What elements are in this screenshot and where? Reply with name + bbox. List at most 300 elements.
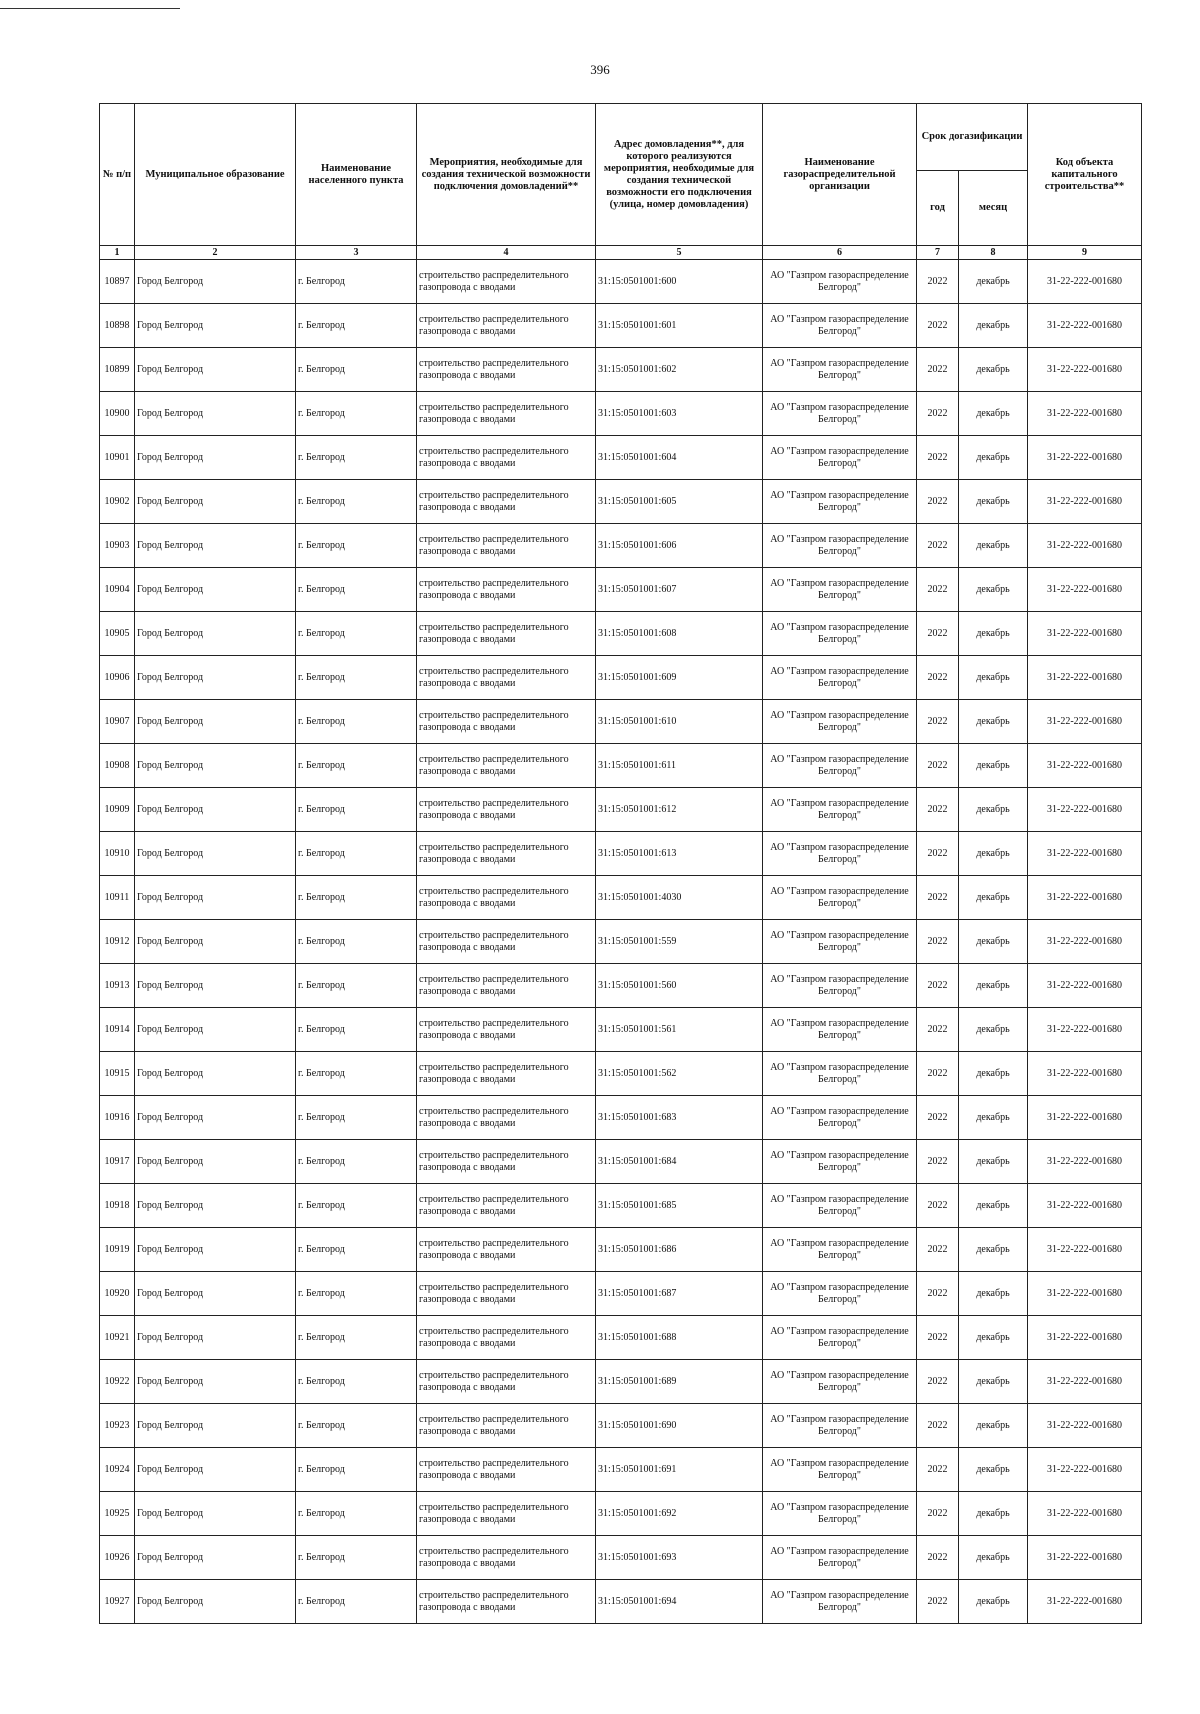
table-row: [100, 1272, 1142, 1316]
cell-municipality: Город Белгород: [135, 1052, 296, 1096]
cell-year: 2022: [917, 964, 959, 1008]
cell-address: 31:15:0501001:693: [596, 1536, 763, 1580]
cell-code: 31-22-222-001680: [1028, 1360, 1142, 1404]
cell-municipality: Город Белгород: [135, 1272, 296, 1316]
cell-month: декабрь: [959, 524, 1028, 568]
header-address: Адрес домовладения**, для которого реализуются мероприятия, необходимые для создания технической возможности его подключения (улица, номер домовладения): [596, 104, 763, 246]
cell-measure: строительство распределительного газопровода с вводами: [417, 304, 596, 348]
table-row: [100, 392, 1142, 436]
cell-settlement: г. Белгород: [296, 1492, 417, 1536]
page-number: 396: [590, 62, 610, 77]
cell-measure: строительство распределительного газопровода с вводами: [417, 480, 596, 524]
header-code: Код объекта капитального строительства**: [1028, 104, 1142, 246]
cell-year: 2022: [917, 304, 959, 348]
cell-year: 2022: [917, 876, 959, 920]
cell-municipality: Город Белгород: [135, 1492, 296, 1536]
cell-organization: АО "Газпром газораспределение Белгород": [763, 656, 917, 700]
cell-month: декабрь: [959, 1052, 1028, 1096]
cell-code: 31-22-222-001680: [1028, 348, 1142, 392]
cell-measure: строительство распределительного газопровода с вводами: [417, 1272, 596, 1316]
cell-month: декабрь: [959, 1272, 1028, 1316]
cell-municipality: Город Белгород: [135, 612, 296, 656]
cell-municipality: Город Белгород: [135, 1096, 296, 1140]
cell-month: декабрь: [959, 1536, 1028, 1580]
cell-organization: АО "Газпром газораспределение Белгород": [763, 832, 917, 876]
table-row: [100, 304, 1142, 348]
cell-year: 2022: [917, 920, 959, 964]
cell-code: 31-22-222-001680: [1028, 1492, 1142, 1536]
cell-settlement: г. Белгород: [296, 1140, 417, 1184]
table-row: [100, 1140, 1142, 1184]
cell-num: 10911: [100, 876, 135, 920]
cell-month: декабрь: [959, 1008, 1028, 1052]
cell-municipality: Город Белгород: [135, 1448, 296, 1492]
table-row: [100, 920, 1142, 964]
cell-year: 2022: [917, 1404, 959, 1448]
cell-settlement: г. Белгород: [296, 480, 417, 524]
cell-measure: строительство распределительного газопровода с вводами: [417, 1184, 596, 1228]
table-row: [100, 700, 1142, 744]
cell-num: 10899: [100, 348, 135, 392]
table-row: [100, 524, 1142, 568]
cell-settlement: г. Белгород: [296, 1228, 417, 1272]
header-settlement: Наименование населенного пункта: [296, 104, 417, 246]
table-row: [100, 1316, 1142, 1360]
cell-settlement: г. Белгород: [296, 568, 417, 612]
cell-month: декабрь: [959, 1580, 1028, 1624]
cell-year: 2022: [917, 1096, 959, 1140]
cell-municipality: Город Белгород: [135, 304, 296, 348]
cell-num: 10922: [100, 1360, 135, 1404]
cell-address: 31:15:0501001:605: [596, 480, 763, 524]
column-number: 3: [296, 246, 417, 260]
cell-month: декабрь: [959, 392, 1028, 436]
cell-organization: АО "Газпром газораспределение Белгород": [763, 964, 917, 1008]
cell-measure: строительство распределительного газопровода с вводами: [417, 964, 596, 1008]
cell-num: 10902: [100, 480, 135, 524]
cell-year: 2022: [917, 1492, 959, 1536]
cell-settlement: г. Белгород: [296, 348, 417, 392]
table-row: [100, 1008, 1142, 1052]
cell-measure: строительство распределительного газопровода с вводами: [417, 436, 596, 480]
cell-year: 2022: [917, 524, 959, 568]
cell-organization: АО "Газпром газораспределение Белгород": [763, 1492, 917, 1536]
cell-num: 10912: [100, 920, 135, 964]
cell-month: декабрь: [959, 744, 1028, 788]
cell-settlement: г. Белгород: [296, 964, 417, 1008]
column-number: 6: [763, 246, 917, 260]
cell-measure: строительство распределительного газопровода с вводами: [417, 744, 596, 788]
cell-month: декабрь: [959, 480, 1028, 524]
cell-num: 10909: [100, 788, 135, 832]
cell-month: декабрь: [959, 700, 1028, 744]
cell-measure: строительство распределительного газопровода с вводами: [417, 1316, 596, 1360]
cell-address: 31:15:0501001:608: [596, 612, 763, 656]
cell-num: 10906: [100, 656, 135, 700]
cell-code: 31-22-222-001680: [1028, 392, 1142, 436]
cell-organization: АО "Газпром газораспределение Белгород": [763, 1052, 917, 1096]
cell-code: 31-22-222-001680: [1028, 744, 1142, 788]
cell-num: 10925: [100, 1492, 135, 1536]
cell-num: 10920: [100, 1272, 135, 1316]
cell-month: декабрь: [959, 1448, 1028, 1492]
cell-settlement: г. Белгород: [296, 1580, 417, 1624]
cell-address: 31:15:0501001:687: [596, 1272, 763, 1316]
cell-month: декабрь: [959, 656, 1028, 700]
header-month: месяц: [959, 171, 1028, 246]
cell-municipality: Город Белгород: [135, 1184, 296, 1228]
cell-municipality: Город Белгород: [135, 920, 296, 964]
cell-measure: строительство распределительного газопровода с вводами: [417, 920, 596, 964]
cell-year: 2022: [917, 392, 959, 436]
cell-num: 10907: [100, 700, 135, 744]
cell-settlement: г. Белгород: [296, 1008, 417, 1052]
cell-settlement: г. Белгород: [296, 700, 417, 744]
cell-address: 31:15:0501001:559: [596, 920, 763, 964]
cell-municipality: Город Белгород: [135, 700, 296, 744]
cell-address: 31:15:0501001:562: [596, 1052, 763, 1096]
cell-measure: строительство распределительного газопровода с вводами: [417, 1096, 596, 1140]
cell-month: декабрь: [959, 568, 1028, 612]
header-row: [100, 104, 1142, 171]
table-row: [100, 832, 1142, 876]
cell-address: 31:15:0501001:603: [596, 392, 763, 436]
table-row: [100, 260, 1142, 304]
cell-measure: строительство распределительного газопровода с вводами: [417, 1492, 596, 1536]
cell-year: 2022: [917, 1448, 959, 1492]
cell-settlement: г. Белгород: [296, 1184, 417, 1228]
cell-address: 31:15:0501001:561: [596, 1008, 763, 1052]
cell-measure: строительство распределительного газопровода с вводами: [417, 832, 596, 876]
cell-measure: строительство распределительного газопровода с вводами: [417, 1580, 596, 1624]
cell-month: декабрь: [959, 1096, 1028, 1140]
cell-settlement: г. Белгород: [296, 1316, 417, 1360]
cell-year: 2022: [917, 568, 959, 612]
cell-address: 31:15:0501001:613: [596, 832, 763, 876]
cell-measure: строительство распределительного газопровода с вводами: [417, 1536, 596, 1580]
cell-municipality: Город Белгород: [135, 876, 296, 920]
cell-month: декабрь: [959, 260, 1028, 304]
cell-num: 10915: [100, 1052, 135, 1096]
cell-municipality: Город Белгород: [135, 260, 296, 304]
table-row: [100, 1580, 1142, 1624]
cell-num: 10918: [100, 1184, 135, 1228]
cell-settlement: г. Белгород: [296, 436, 417, 480]
cell-organization: АО "Газпром газораспределение Белгород": [763, 1272, 917, 1316]
cell-code: 31-22-222-001680: [1028, 788, 1142, 832]
header-municipality: Муниципальное образование: [135, 104, 296, 246]
cell-address: 31:15:0501001:604: [596, 436, 763, 480]
cell-organization: АО "Газпром газораспределение Белгород": [763, 392, 917, 436]
table-row: [100, 480, 1142, 524]
cell-num: 10923: [100, 1404, 135, 1448]
cell-code: 31-22-222-001680: [1028, 1096, 1142, 1140]
cell-municipality: Город Белгород: [135, 744, 296, 788]
cell-code: 31-22-222-001680: [1028, 304, 1142, 348]
cell-num: 10900: [100, 392, 135, 436]
cell-num: 10897: [100, 260, 135, 304]
cell-address: 31:15:0501001:684: [596, 1140, 763, 1184]
cell-municipality: Город Белгород: [135, 832, 296, 876]
cell-address: 31:15:0501001:610: [596, 700, 763, 744]
cell-year: 2022: [917, 1360, 959, 1404]
cell-year: 2022: [917, 480, 959, 524]
cell-month: декабрь: [959, 876, 1028, 920]
cell-num: 10901: [100, 436, 135, 480]
cell-address: 31:15:0501001:600: [596, 260, 763, 304]
column-number-row: [100, 246, 1142, 260]
cell-settlement: г. Белгород: [296, 832, 417, 876]
cell-num: 10910: [100, 832, 135, 876]
cell-code: 31-22-222-001680: [1028, 1536, 1142, 1580]
cell-settlement: г. Белгород: [296, 656, 417, 700]
cell-code: 31-22-222-001680: [1028, 700, 1142, 744]
column-number: 4: [417, 246, 596, 260]
cell-code: 31-22-222-001680: [1028, 1580, 1142, 1624]
cell-organization: АО "Газпром газораспределение Белгород": [763, 744, 917, 788]
cell-address: 31:15:0501001:560: [596, 964, 763, 1008]
cell-num: 10917: [100, 1140, 135, 1184]
cell-municipality: Город Белгород: [135, 1228, 296, 1272]
cell-code: 31-22-222-001680: [1028, 568, 1142, 612]
cell-organization: АО "Газпром газораспределение Белгород": [763, 436, 917, 480]
cell-measure: строительство распределительного газопровода с вводами: [417, 1360, 596, 1404]
cell-year: 2022: [917, 1228, 959, 1272]
header-year: год: [917, 171, 959, 246]
cell-municipality: Город Белгород: [135, 656, 296, 700]
cell-address: 31:15:0501001:612: [596, 788, 763, 832]
table-row: [100, 1228, 1142, 1272]
cell-month: декабрь: [959, 1316, 1028, 1360]
cell-year: 2022: [917, 260, 959, 304]
cell-year: 2022: [917, 348, 959, 392]
cell-code: 31-22-222-001680: [1028, 832, 1142, 876]
cell-measure: строительство распределительного газопровода с вводами: [417, 788, 596, 832]
cell-settlement: г. Белгород: [296, 612, 417, 656]
cell-organization: АО "Газпром газораспределение Белгород": [763, 1008, 917, 1052]
cell-month: декабрь: [959, 1228, 1028, 1272]
cell-month: декабрь: [959, 964, 1028, 1008]
cell-address: 31:15:0501001:611: [596, 744, 763, 788]
cell-year: 2022: [917, 700, 959, 744]
cell-month: декабрь: [959, 832, 1028, 876]
cell-measure: строительство распределительного газопровода с вводами: [417, 612, 596, 656]
table-row: [100, 568, 1142, 612]
cell-address: 31:15:0501001:683: [596, 1096, 763, 1140]
cell-code: 31-22-222-001680: [1028, 480, 1142, 524]
cell-code: 31-22-222-001680: [1028, 1140, 1142, 1184]
table-row: [100, 1448, 1142, 1492]
cell-month: декабрь: [959, 1360, 1028, 1404]
cell-municipality: Город Белгород: [135, 1404, 296, 1448]
cell-month: декабрь: [959, 1404, 1028, 1448]
cell-settlement: г. Белгород: [296, 1360, 417, 1404]
cell-organization: АО "Газпром газораспределение Белгород": [763, 1228, 917, 1272]
cell-organization: АО "Газпром газораспределение Белгород": [763, 788, 917, 832]
cell-address: 31:15:0501001:609: [596, 656, 763, 700]
cell-year: 2022: [917, 1008, 959, 1052]
cell-num: 10924: [100, 1448, 135, 1492]
cell-code: 31-22-222-001680: [1028, 612, 1142, 656]
cell-month: декабрь: [959, 788, 1028, 832]
cell-settlement: г. Белгород: [296, 1096, 417, 1140]
cell-code: 31-22-222-001680: [1028, 656, 1142, 700]
column-number: 7: [917, 246, 959, 260]
cell-organization: АО "Газпром газораспределение Белгород": [763, 348, 917, 392]
cell-organization: АО "Газпром газораспределение Белгород": [763, 1536, 917, 1580]
cell-settlement: г. Белгород: [296, 304, 417, 348]
table-row: [100, 876, 1142, 920]
cell-num: 10927: [100, 1580, 135, 1624]
column-number: 9: [1028, 246, 1142, 260]
cell-measure: строительство распределительного газопровода с вводами: [417, 524, 596, 568]
table-row: [100, 1404, 1142, 1448]
cell-code: 31-22-222-001680: [1028, 260, 1142, 304]
gasification-table: [99, 103, 1142, 1624]
cell-address: 31:15:0501001:4030: [596, 876, 763, 920]
cell-settlement: г. Белгород: [296, 920, 417, 964]
column-number: 2: [135, 246, 296, 260]
header-measures: Мероприятия, необходимые для создания технической возможности подключения домовладений**: [417, 104, 596, 246]
table-row: [100, 656, 1142, 700]
column-number: 5: [596, 246, 763, 260]
cell-address: 31:15:0501001:694: [596, 1580, 763, 1624]
cell-code: 31-22-222-001680: [1028, 964, 1142, 1008]
cell-settlement: г. Белгород: [296, 876, 417, 920]
cell-organization: АО "Газпром газораспределение Белгород": [763, 568, 917, 612]
cell-address: 31:15:0501001:686: [596, 1228, 763, 1272]
cell-settlement: г. Белгород: [296, 1404, 417, 1448]
cell-year: 2022: [917, 436, 959, 480]
cell-measure: строительство распределительного газопровода с вводами: [417, 260, 596, 304]
table-row: [100, 612, 1142, 656]
cell-measure: строительство распределительного газопровода с вводами: [417, 876, 596, 920]
cell-month: декабрь: [959, 348, 1028, 392]
cell-settlement: г. Белгород: [296, 788, 417, 832]
column-number: 1: [100, 246, 135, 260]
cell-measure: строительство распределительного газопровода с вводами: [417, 1228, 596, 1272]
cell-address: 31:15:0501001:692: [596, 1492, 763, 1536]
table-body: [100, 260, 1142, 1624]
cell-organization: АО "Газпром газораспределение Белгород": [763, 524, 917, 568]
cell-municipality: Город Белгород: [135, 568, 296, 612]
cell-organization: АО "Газпром газораспределение Белгород": [763, 1316, 917, 1360]
cell-measure: строительство распределительного газопровода с вводами: [417, 1052, 596, 1096]
cell-code: 31-22-222-001680: [1028, 524, 1142, 568]
cell-organization: АО "Газпром газораспределение Белгород": [763, 304, 917, 348]
table-row: [100, 788, 1142, 832]
cell-organization: АО "Газпром газораспределение Белгород": [763, 1140, 917, 1184]
cell-year: 2022: [917, 788, 959, 832]
cell-measure: строительство распределительного газопровода с вводами: [417, 348, 596, 392]
cell-address: 31:15:0501001:688: [596, 1316, 763, 1360]
cell-year: 2022: [917, 744, 959, 788]
cell-measure: строительство распределительного газопровода с вводами: [417, 1404, 596, 1448]
cell-code: 31-22-222-001680: [1028, 436, 1142, 480]
cell-code: 31-22-222-001680: [1028, 1448, 1142, 1492]
cell-month: декабрь: [959, 1140, 1028, 1184]
table-row: [100, 964, 1142, 1008]
cell-code: 31-22-222-001680: [1028, 876, 1142, 920]
table-row: [100, 436, 1142, 480]
cell-municipality: Город Белгород: [135, 1360, 296, 1404]
cell-year: 2022: [917, 656, 959, 700]
cell-address: 31:15:0501001:602: [596, 348, 763, 392]
cell-code: 31-22-222-001680: [1028, 1272, 1142, 1316]
cell-num: 10919: [100, 1228, 135, 1272]
cell-code: 31-22-222-001680: [1028, 1008, 1142, 1052]
cell-organization: АО "Газпром газораспределение Белгород": [763, 1184, 917, 1228]
cell-num: 10904: [100, 568, 135, 612]
cell-measure: строительство распределительного газопровода с вводами: [417, 656, 596, 700]
cell-year: 2022: [917, 1316, 959, 1360]
cell-measure: строительство распределительного газопровода с вводами: [417, 700, 596, 744]
cell-measure: строительство распределительного газопровода с вводами: [417, 1140, 596, 1184]
cell-measure: строительство распределительного газопровода с вводами: [417, 392, 596, 436]
cell-num: 10916: [100, 1096, 135, 1140]
cell-address: 31:15:0501001:607: [596, 568, 763, 612]
cell-address: 31:15:0501001:685: [596, 1184, 763, 1228]
cell-address: 31:15:0501001:606: [596, 524, 763, 568]
cell-settlement: г. Белгород: [296, 260, 417, 304]
cell-num: 10898: [100, 304, 135, 348]
cell-code: 31-22-222-001680: [1028, 920, 1142, 964]
cell-settlement: г. Белгород: [296, 1052, 417, 1096]
table-row: [100, 1096, 1142, 1140]
cell-num: 10905: [100, 612, 135, 656]
cell-year: 2022: [917, 1140, 959, 1184]
cell-settlement: г. Белгород: [296, 392, 417, 436]
scan-edge-line: [0, 8, 180, 9]
cell-month: декабрь: [959, 436, 1028, 480]
cell-measure: строительство распределительного газопровода с вводами: [417, 1008, 596, 1052]
cell-measure: строительство распределительного газопровода с вводами: [417, 1448, 596, 1492]
cell-settlement: г. Белгород: [296, 524, 417, 568]
cell-num: 10913: [100, 964, 135, 1008]
cell-address: 31:15:0501001:601: [596, 304, 763, 348]
header-organization: Наименование газораспределительной организации: [763, 104, 917, 246]
cell-address: 31:15:0501001:690: [596, 1404, 763, 1448]
cell-municipality: Город Белгород: [135, 1008, 296, 1052]
table-row: [100, 1360, 1142, 1404]
cell-organization: АО "Газпром газораспределение Белгород": [763, 1404, 917, 1448]
cell-code: 31-22-222-001680: [1028, 1404, 1142, 1448]
cell-measure: строительство распределительного газопровода с вводами: [417, 568, 596, 612]
table-row: [100, 1184, 1142, 1228]
cell-year: 2022: [917, 832, 959, 876]
header-deadline: Срок догазификации: [917, 104, 1028, 171]
cell-municipality: Город Белгород: [135, 964, 296, 1008]
cell-municipality: Город Белгород: [135, 436, 296, 480]
cell-municipality: Город Белгород: [135, 1316, 296, 1360]
cell-year: 2022: [917, 1272, 959, 1316]
cell-organization: АО "Газпром газораспределение Белгород": [763, 260, 917, 304]
table-row: [100, 744, 1142, 788]
cell-code: 31-22-222-001680: [1028, 1316, 1142, 1360]
cell-municipality: Город Белгород: [135, 392, 296, 436]
cell-code: 31-22-222-001680: [1028, 1184, 1142, 1228]
cell-municipality: Город Белгород: [135, 1536, 296, 1580]
cell-code: 31-22-222-001680: [1028, 1228, 1142, 1272]
cell-municipality: Город Белгород: [135, 480, 296, 524]
cell-organization: АО "Газпром газораспределение Белгород": [763, 920, 917, 964]
cell-year: 2022: [917, 1184, 959, 1228]
cell-num: 10908: [100, 744, 135, 788]
cell-settlement: г. Белгород: [296, 744, 417, 788]
cell-settlement: г. Белгород: [296, 1536, 417, 1580]
cell-month: декабрь: [959, 1184, 1028, 1228]
cell-organization: АО "Газпром газораспределение Белгород": [763, 612, 917, 656]
